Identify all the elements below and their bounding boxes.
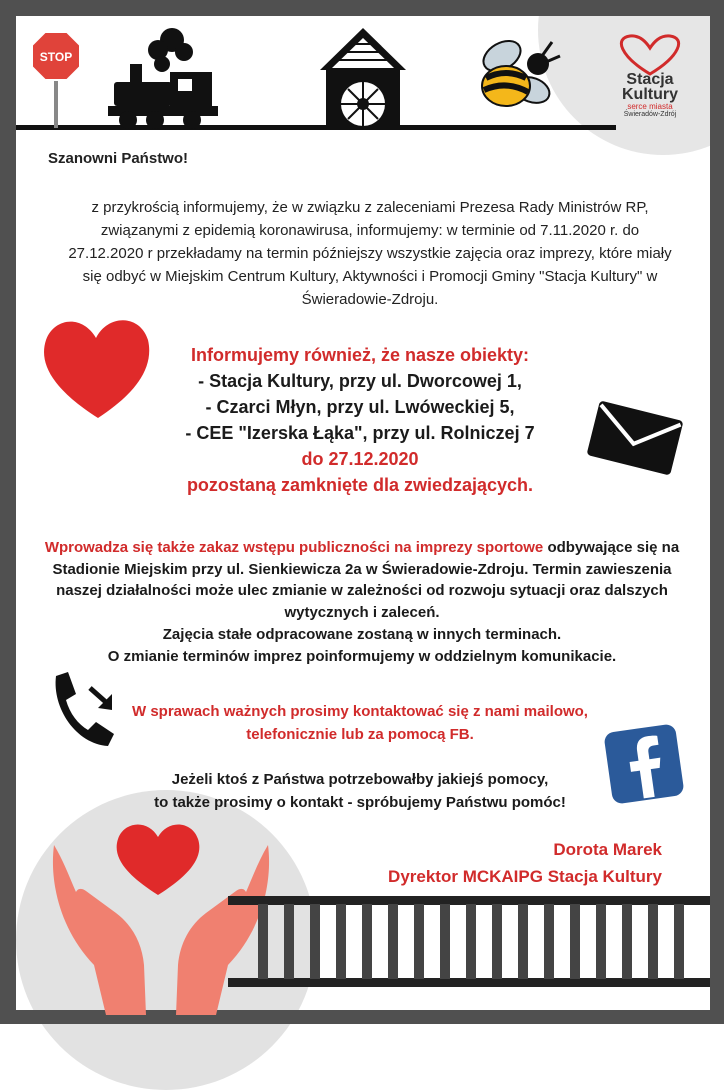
classes-note: Zajęcia stałe odpracowane zostaną w innych terminach. [162, 625, 562, 643]
closure-heading: Informujemy również, że nasze obiekty: [190, 345, 530, 365]
logo-line1: Stacja [626, 71, 674, 88]
sports-highlight: Wprowadza się także zakaz wstępu publiczności na imprezy sportowe [44, 539, 544, 556]
events-note: O zmianie terminów imprez poinformujemy w oddzielnym komunikacie. [107, 647, 617, 665]
bee-icon [472, 34, 562, 114]
frame-border [0, 0, 724, 16]
closure-status: pozostaną zamknięte dla zwiedzających. [186, 475, 534, 495]
help-line: Jeżeli ktoś z Państwa potrzebowałby jakiejś pomocy, [171, 771, 549, 788]
logo [600, 72, 700, 119]
help-line: to także prosimy o kontakt - spróbujemy Państwu pomóc! [154, 794, 566, 811]
closure-notice [130, 342, 590, 498]
intro-line: Świeradowie-Zdroju. [301, 291, 439, 308]
sports-rest: odbywające się na Stadionie Miejskim przy ul. Sienkiewicza 2a w Świeradowie-Zdroju. Termin zawieszenia naszej działalności może ulec zmianie w zależności od rozwoju sytuacji oraz dalszych wytycznych i zaleceń. [52, 539, 680, 622]
logo-tagline: serce miasta [627, 102, 673, 111]
phone-icon [46, 668, 120, 752]
envelope-icon [584, 398, 686, 478]
mill-icon [318, 26, 408, 128]
intro-line: związanymi z epidemią koronawirusa, informujemy: w terminie od 7.11.2020 r. do [100, 222, 640, 239]
frame-border [710, 0, 724, 1024]
contact-line: W sprawach ważnych prosimy kontaktować się z nami mailowo, [132, 703, 588, 720]
intro-line: się odbyć w Miejskim Centrum Kultury, Aktywności i Promocji Gminy "Stacja Kultury" w [82, 268, 658, 285]
intro-paragraph [60, 196, 680, 311]
help-notice [130, 768, 590, 814]
facebook-icon [598, 718, 690, 810]
sports-paragraph [30, 537, 694, 624]
frame-border [0, 0, 16, 1024]
contact-line: telefonicznie lub za pomocą FB. [246, 726, 474, 743]
facility-item: - CEE "Izerska Łąka", przy ul. Rolniczej 7 [185, 423, 535, 443]
locomotive-icon [100, 24, 225, 129]
signature-title: Dyrektor MCKAIPG Stacja Kultury [388, 867, 662, 886]
railway-track-icon [228, 876, 710, 1010]
intro-line: 27.12.2020 r przekładamy na termin późniejszy wszystkie zajęcia oraz imprezy, które miały [68, 245, 672, 262]
greeting: Szanowni Państwo! [48, 150, 189, 167]
facility-item: - Stacja Kultury, przy ul. Dworcowej 1, [198, 371, 522, 391]
stop-sign-label: STOP [39, 50, 73, 64]
logo-town: Świeradów-Zdrój [623, 111, 677, 118]
stop-sign-icon [28, 28, 84, 128]
closure-until: do 27.12.2020 [301, 449, 419, 469]
facility-item: - Czarci Młyn, przy ul. Lwóweckiej 5, [205, 397, 515, 417]
sports-notice [30, 537, 694, 667]
contact-notice [120, 700, 600, 746]
logo-line2: Kultury [622, 86, 678, 103]
signature-name: Dorota Marek [553, 840, 662, 859]
intro-line: z przykrością informujemy, że w związku z zaleceniami Prezesa Rady Ministrów RP, [91, 199, 649, 216]
